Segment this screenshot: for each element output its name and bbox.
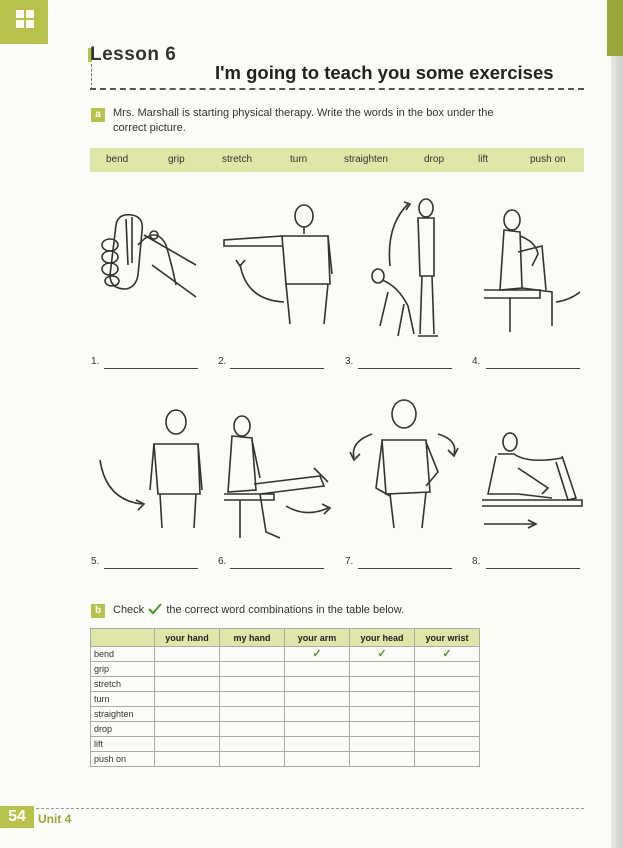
check-icon — [147, 603, 163, 615]
check-cell[interactable] — [415, 677, 480, 692]
check-cell[interactable] — [220, 677, 285, 692]
footer-divider — [36, 808, 584, 809]
table-row — [91, 677, 480, 692]
check-cell[interactable] — [285, 707, 350, 722]
figure-6-straighten — [220, 414, 338, 542]
word-lift: lift — [478, 154, 488, 165]
check-cell[interactable] — [155, 737, 220, 752]
page-number: 54 — [0, 806, 34, 828]
check-cell[interactable] — [415, 752, 480, 767]
edge-tab — [607, 0, 623, 56]
check-cell[interactable] — [415, 737, 480, 752]
row-label: turn — [91, 692, 155, 707]
table-row — [91, 737, 480, 752]
figure-4-lift — [480, 206, 584, 336]
word-stretch: stretch — [222, 154, 253, 165]
figure-5-arm-swing — [96, 404, 206, 534]
check-cell[interactable] — [220, 647, 285, 662]
check-cell[interactable] — [285, 722, 350, 737]
heading-dash — [91, 64, 92, 90]
check-cell[interactable] — [220, 737, 285, 752]
check-cell[interactable] — [285, 677, 350, 692]
answer-line-5[interactable] — [104, 568, 198, 569]
grid-icon — [16, 10, 34, 28]
page-title: I'm going to teach you some exercises — [215, 62, 554, 83]
section-b-instruction — [113, 603, 404, 618]
check-cell[interactable] — [350, 707, 415, 722]
answer-line-7[interactable] — [358, 568, 452, 569]
picture-number-8: 8. — [472, 556, 481, 567]
figure-1-grip — [96, 205, 200, 300]
instruction-rest: the correct word combinations in the table below. — [166, 604, 405, 616]
table-row — [91, 707, 480, 722]
table-row — [91, 662, 480, 677]
title-divider — [90, 88, 584, 90]
check-cell[interactable] — [350, 692, 415, 707]
table-row — [91, 722, 480, 737]
check-cell[interactable] — [155, 707, 220, 722]
check-cell[interactable]: ✓ — [415, 647, 480, 662]
answer-line-4[interactable] — [486, 368, 580, 369]
check-cell[interactable] — [285, 692, 350, 707]
row-label: straighten — [91, 707, 155, 722]
section-b-badge: b — [91, 604, 105, 618]
check-cell[interactable] — [350, 752, 415, 767]
answer-line-6[interactable] — [230, 568, 324, 569]
check-cell[interactable] — [155, 692, 220, 707]
picture-number-3: 3. — [345, 356, 354, 367]
instruction-line-2: correct picture. — [113, 122, 186, 134]
check-cell[interactable] — [220, 692, 285, 707]
check-cell[interactable] — [155, 662, 220, 677]
row-label: lift — [91, 737, 155, 752]
check-cell[interactable] — [220, 752, 285, 767]
instruction-check-word: Check — [113, 604, 145, 616]
figure-8-push-on — [478, 428, 584, 532]
picture-number-1: 1. — [91, 356, 100, 367]
corner-tab — [0, 0, 48, 44]
instruction-line-1: Mrs. Marshall is starting physical therapy. Write the words in the box under the — [113, 107, 494, 119]
table-row — [91, 692, 480, 707]
check-cell[interactable] — [285, 737, 350, 752]
section-a-badge: a — [91, 108, 105, 122]
check-cell[interactable] — [285, 662, 350, 677]
picture-number-7: 7. — [345, 556, 354, 567]
row-label: bend — [91, 647, 155, 662]
picture-number-4: 4. — [472, 356, 481, 367]
table-corner — [91, 629, 155, 647]
check-cell[interactable]: ✓ — [285, 647, 350, 662]
col-your-wrist: your wrist — [415, 629, 480, 647]
table-row — [91, 647, 480, 662]
answer-line-3[interactable] — [358, 368, 452, 369]
check-cell[interactable] — [350, 662, 415, 677]
check-cell[interactable] — [155, 647, 220, 662]
section-a-instruction — [113, 106, 493, 136]
check-cell[interactable] — [350, 737, 415, 752]
col-your-arm: your arm — [285, 629, 350, 647]
figure-7-turn — [346, 396, 462, 532]
word-grip: grip — [168, 154, 185, 165]
col-your-hand: your hand — [155, 629, 220, 647]
lesson-label: Lesson 6 — [90, 44, 177, 65]
col-your-head: your head — [350, 629, 415, 647]
check-cell[interactable] — [415, 722, 480, 737]
check-cell[interactable] — [415, 692, 480, 707]
figure-2-stretch — [220, 200, 340, 330]
col-my-hand: my hand — [220, 629, 285, 647]
check-cell[interactable] — [220, 722, 285, 737]
check-cell[interactable] — [350, 677, 415, 692]
row-label: grip — [91, 662, 155, 677]
picture-number-2: 2. — [218, 356, 227, 367]
answer-line-1[interactable] — [104, 368, 198, 369]
word-drop: drop — [424, 154, 445, 165]
word-turn: turn — [290, 154, 308, 165]
check-cell[interactable] — [155, 752, 220, 767]
word-box — [90, 148, 584, 172]
check-cell[interactable] — [155, 722, 220, 737]
check-cell[interactable] — [415, 707, 480, 722]
figure-3-bend — [368, 196, 448, 346]
word-push-on: push on — [530, 154, 566, 165]
answer-line-8[interactable] — [486, 568, 580, 569]
check-cell[interactable]: ✓ — [350, 647, 415, 662]
picture-number-6: 6. — [218, 556, 227, 567]
check-cell[interactable] — [220, 662, 285, 677]
row-label: drop — [91, 722, 155, 737]
check-cell[interactable] — [350, 722, 415, 737]
word-bend: bend — [106, 154, 129, 165]
page-edge — [611, 56, 623, 848]
combinations-table — [90, 628, 480, 767]
table-row — [91, 752, 480, 767]
check-cell[interactable] — [285, 752, 350, 767]
check-cell[interactable] — [220, 707, 285, 722]
answer-line-2[interactable] — [230, 368, 324, 369]
check-cell[interactable] — [415, 662, 480, 677]
word-straighten: straighten — [344, 154, 388, 165]
unit-label: Unit 4 — [38, 812, 72, 826]
row-label: stretch — [91, 677, 155, 692]
row-label: push on — [91, 752, 155, 767]
picture-number-5: 5. — [91, 556, 100, 567]
check-cell[interactable] — [155, 677, 220, 692]
